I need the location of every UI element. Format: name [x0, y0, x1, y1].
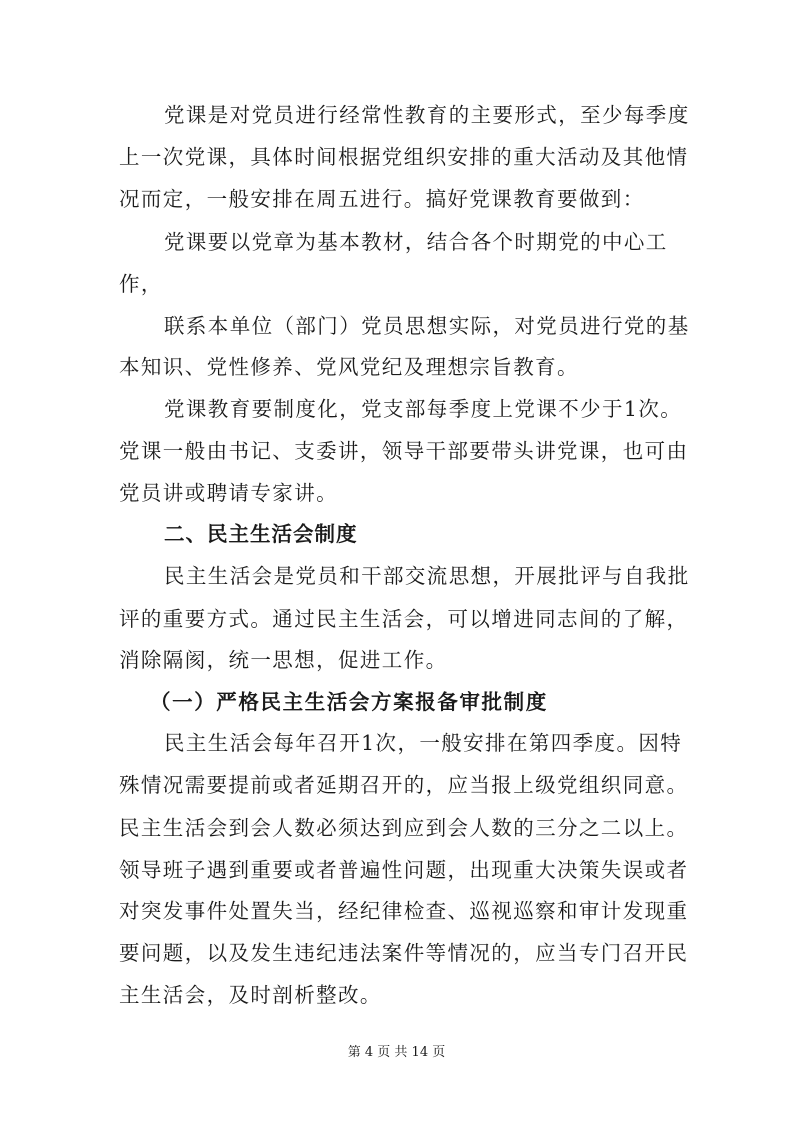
paragraph-line: 对突发事件处置失当，经纪律检查、巡视巡察和审计发现重 — [119, 899, 689, 923]
paragraph-line: 本知识、党性修养、党风党纪及理想宗旨教育。 — [119, 355, 579, 379]
paragraph-line: 况而定，一般安排在周五进行。搞好党课教育要做到： — [119, 187, 645, 211]
subsection-heading: （一）严格民主生活会方案报备审批制度 — [150, 690, 548, 714]
paragraph-line: 要问题，以及发生违纪违法案件等情况的，应当专门召开民 — [119, 941, 689, 965]
paragraph-line: 党课要以党章为基本教材，结合各个时期党的中心工 — [164, 230, 668, 254]
paragraph-line: 党课一般由书记、支委讲，领导干部要带头讲党课，也可由 — [119, 439, 689, 463]
paragraph-line: 领导班子遇到重要或者普遍性问题，出现重大决策失误或者 — [119, 858, 689, 882]
paragraph-line: 党员讲或聘请专家讲。 — [119, 481, 338, 505]
paragraph-line: 上一次党课，具体时间根据党组织安排的重大活动及其他情 — [119, 145, 689, 169]
section-heading: 二、民主生活会制度 — [164, 522, 358, 546]
paragraph-line: 民主生活会是党员和干部交流思想，开展批评与自我批 — [164, 564, 690, 588]
paragraph-line: 评的重要方式。通过民主生活会，可以增进同志间的了解， — [119, 607, 689, 631]
paragraph-line: 党课教育要制度化，党支部每季度上党课不少于1次。 — [164, 397, 683, 421]
paragraph-line: 联系本单位（部门）党员思想实际，对党员进行党的基 — [164, 314, 690, 338]
paragraph-line: 殊情况需要提前或者延期召开的，应当报上级党组织同意。 — [119, 773, 689, 797]
paragraph-line: 民主生活会每年召开1次，一般安排在第四季度。因特 — [164, 731, 683, 755]
paragraph-line: 党课是对党员进行经常性教育的主要形式，至少每季度 — [164, 103, 690, 127]
paragraph-line: 作， — [119, 272, 163, 296]
paragraph-line: 消除隔阂，统一思想，促进工作。 — [119, 648, 448, 672]
paragraph-line: 主生活会，及时剖析整改。 — [119, 983, 382, 1007]
page-number-footer: 第 4 页 共 14 页 — [347, 1045, 446, 1060]
paragraph-line: 民主生活会到会人数必须达到应到会人数的三分之二以上。 — [119, 816, 689, 840]
